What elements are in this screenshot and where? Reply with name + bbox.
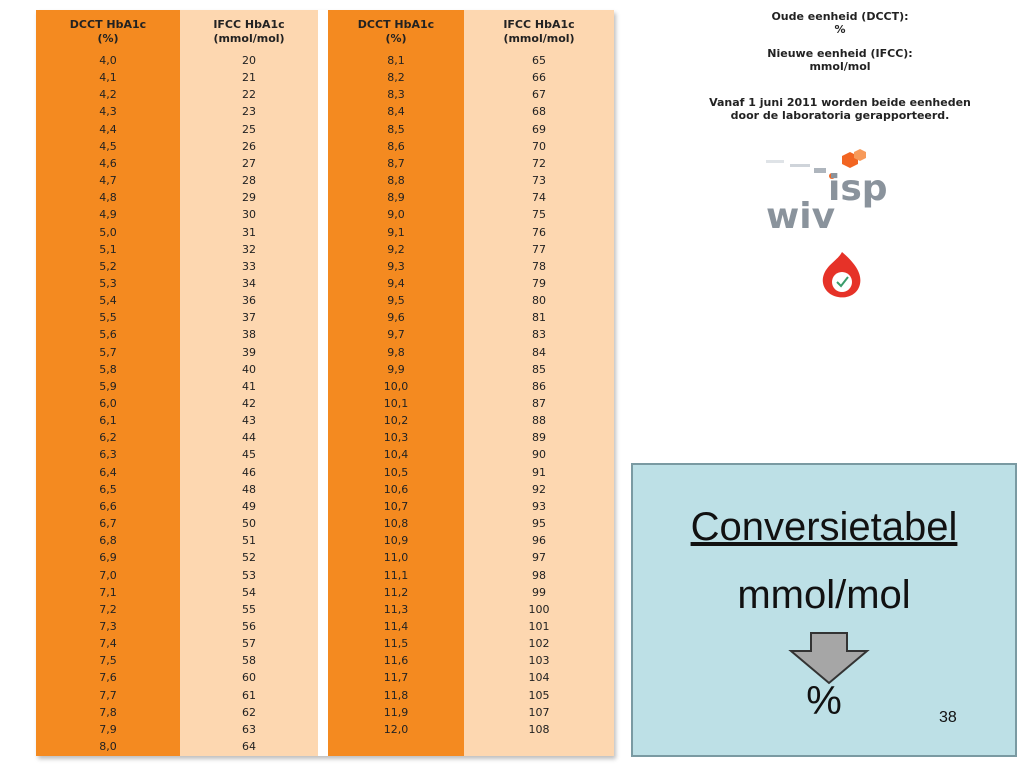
table-cell: 44 (242, 431, 256, 445)
table-cell: 8,8 (387, 174, 405, 188)
table-cell: 46 (242, 465, 256, 479)
ifcc-header-line1: IFCC HbA1c (213, 18, 285, 31)
table-cell: 40 (242, 362, 256, 376)
table-cell: 48 (242, 482, 256, 496)
table-cell: 9,6 (387, 311, 405, 325)
isp-wiv-logo (762, 148, 932, 238)
new-unit-label: Nieuwe eenheid (IFCC): (767, 47, 913, 60)
table-cell: 7,3 (99, 619, 117, 633)
table-cell: 22 (242, 88, 256, 102)
table-cell: 21 (242, 71, 256, 85)
table-cell: 101 (528, 619, 550, 633)
ifcc-column-left (180, 10, 318, 756)
table-block-right (328, 10, 614, 756)
table-cell: 87 (532, 397, 546, 410)
table-cell: 11,5 (383, 637, 409, 651)
table-cell: 9,8 (387, 345, 405, 359)
table-cell: 10,8 (383, 517, 409, 531)
ifcc-header-right (464, 18, 614, 46)
table-cell: 8,9 (387, 191, 405, 205)
table-cell: 33 (242, 259, 256, 273)
table-cell: 50 (242, 517, 256, 531)
table-cell: 8,3 (387, 88, 405, 102)
table-cell: 72 (532, 156, 546, 170)
table-cell: 7,0 (99, 568, 117, 582)
table-cell: 51 (242, 534, 256, 548)
table-cell: 77 (532, 242, 546, 256)
table-cell: 96 (532, 534, 546, 548)
table-cell: 9,1 (387, 225, 405, 239)
table-cell: 11,9 (383, 705, 409, 719)
table-cell: 5,4 (99, 294, 117, 308)
table-cell: 107 (528, 705, 550, 719)
table-cell: 58 (242, 654, 256, 668)
table-cell: 9,9 (387, 362, 405, 376)
ifcc-header-line2: (mmol/mol) (503, 32, 575, 45)
unit-from: mmol/mol (737, 573, 911, 617)
table-cell: 28 (242, 174, 256, 188)
table-cell: 26 (242, 139, 256, 153)
table-cell: 6,3 (99, 448, 117, 462)
table-cell: 63 (242, 722, 256, 736)
table-cell: 6,0 (99, 397, 117, 410)
table-cell: 45 (242, 448, 256, 462)
dcct-header-line2: (%) (97, 32, 119, 45)
table-cell: 4,1 (99, 71, 117, 85)
table-cell: 5,3 (99, 276, 117, 290)
dcct-header-line1: DCCT HbA1c (69, 18, 147, 31)
new-unit-value: mmol/mol (809, 60, 871, 73)
table-cell: 102 (528, 637, 550, 651)
table-cell: 4,2 (99, 88, 117, 102)
table-cell: 69 (532, 122, 546, 136)
table-cell: 95 (532, 517, 546, 531)
table-cell: 6,6 (99, 499, 117, 513)
table-cell: 8,0 (99, 740, 117, 753)
table-cell: 8,5 (387, 122, 405, 136)
table-cell: 74 (532, 191, 546, 205)
table-cell: 8,7 (387, 156, 405, 170)
dcct-header-right (328, 18, 464, 46)
table-cell: 6,2 (99, 431, 117, 445)
table-cell: 8,1 (387, 54, 405, 67)
table-cell: 4,8 (99, 191, 117, 205)
dcct-header-line2: (%) (385, 32, 407, 45)
table-cell: 62 (242, 705, 256, 719)
table-cell: 7,2 (99, 602, 117, 616)
table-gap (318, 10, 328, 756)
table-cell: 5,2 (99, 259, 117, 273)
table-cell: 10,2 (383, 414, 409, 428)
table-cell: 36 (242, 294, 256, 308)
table-cell: 8,4 (387, 105, 405, 119)
table-cell: 70 (532, 139, 546, 153)
table-cell: 67 (532, 88, 546, 102)
table-cell: 65 (532, 54, 546, 67)
table-cell: 4,6 (99, 156, 117, 170)
table-cell: 11,7 (383, 671, 409, 685)
table-cell: 7,5 (99, 654, 117, 668)
new-unit-info (660, 47, 1020, 73)
table-cell: 76 (532, 225, 546, 239)
table-cell: 11,2 (383, 585, 409, 599)
table-cell: 34 (242, 276, 256, 290)
table-cell: 6,8 (99, 534, 117, 548)
table-cell: 9,3 (387, 259, 405, 273)
table-cell: 8,6 (387, 139, 405, 153)
table-cell: 7,7 (99, 688, 117, 702)
table-cell: 86 (532, 379, 546, 393)
dcct-header-left (36, 18, 180, 46)
table-cell: 4,4 (99, 122, 117, 136)
table-cell: 81 (532, 311, 546, 325)
table-cell: 5,0 (99, 225, 117, 239)
table-cell: 100 (528, 602, 550, 616)
table-cell: 61 (242, 688, 256, 702)
table-cell: 29 (242, 191, 256, 205)
table-cell: 6,5 (99, 482, 117, 496)
ifcc-header-left (180, 18, 318, 46)
table-cell: 103 (528, 654, 550, 668)
table-cell: 31 (242, 225, 256, 239)
table-cell: 92 (532, 482, 546, 496)
table-cell: 55 (242, 602, 256, 616)
table-cell: 73 (532, 174, 546, 188)
table-cell: 7,1 (99, 585, 117, 599)
table-cell: 90 (532, 448, 546, 462)
dcct-column-left (36, 10, 180, 756)
table-cell: 12,0 (383, 722, 409, 736)
table-cell: 10,0 (383, 379, 409, 393)
dcct-column-right (328, 10, 464, 756)
logo-text-wiv: wiv (766, 196, 836, 237)
conversion-table (36, 10, 614, 756)
table-cell: 7,4 (99, 637, 117, 651)
table-cell: 10,4 (383, 448, 409, 462)
table-cell: 78 (532, 259, 546, 273)
table-cell: 84 (532, 345, 546, 359)
table-cell: 9,2 (387, 242, 405, 256)
table-cell: 52 (242, 551, 256, 565)
table-cell: 32 (242, 242, 256, 256)
table-cell: 7,6 (99, 671, 117, 685)
table-cell: 5,5 (99, 311, 117, 325)
table-cell: 5,8 (99, 362, 117, 376)
ifcc-column-right (464, 10, 614, 756)
table-cell: 5,7 (99, 345, 117, 359)
table-cell: 66 (532, 71, 546, 85)
table-cell: 88 (532, 414, 546, 428)
table-cell: 6,4 (99, 465, 117, 479)
conversion-title: Conversietabel (690, 505, 958, 549)
table-cell: 11,1 (383, 568, 409, 582)
table-cell: 10,1 (383, 397, 409, 410)
table-cell: 7,9 (99, 722, 117, 736)
table-cell: 104 (528, 671, 550, 685)
table-cell: 79 (532, 276, 546, 290)
table-cell: 98 (532, 568, 546, 582)
table-cell: 4,0 (99, 54, 117, 67)
table-cell: 93 (532, 499, 546, 513)
table-cell: 68 (532, 105, 546, 119)
table-cell: 9,7 (387, 328, 405, 342)
table-cell: 27 (242, 156, 256, 170)
logo-dash-1 (766, 160, 784, 163)
table-cell: 49 (242, 499, 256, 513)
table-cell: 42 (242, 397, 256, 410)
unit-to: % (806, 679, 842, 723)
table-cell: 4,7 (99, 174, 117, 188)
table-cell: 57 (242, 637, 256, 651)
table-cell: 5,9 (99, 379, 117, 393)
table-cell: 10,7 (383, 499, 409, 513)
old-unit-label: Oude eenheid (DCCT): (771, 10, 909, 23)
table-cell: 23 (242, 105, 256, 119)
table-cell: 10,6 (383, 482, 409, 496)
table-cell: 64 (242, 740, 256, 753)
arrow-down-icon (787, 631, 871, 685)
table-cell: 37 (242, 311, 256, 325)
table-cell: 10,5 (383, 465, 409, 479)
table-cell: 7,8 (99, 705, 117, 719)
table-cell: 11,4 (383, 619, 409, 633)
table-cell: 30 (242, 208, 256, 222)
table-cell: 6,9 (99, 551, 117, 565)
table-cell: 91 (532, 465, 546, 479)
logo-text-isp: isp (828, 168, 888, 209)
table-cell: 4,3 (99, 105, 117, 119)
ifcc-header-line1: IFCC HbA1c (503, 18, 575, 31)
report-note-line1: Vanaf 1 juni 2011 worden beide eenheden (709, 96, 971, 109)
table-cell: 53 (242, 568, 256, 582)
report-note-line2: door de laboratoria gerapporteerd. (730, 109, 950, 122)
table-cell: 43 (242, 414, 256, 428)
old-unit-value: % (834, 23, 846, 36)
table-cell: 11,6 (383, 654, 409, 668)
table-cell: 105 (528, 688, 550, 702)
table-cell: 5,1 (99, 242, 117, 256)
table-cell: 11,0 (383, 551, 409, 565)
logo-dash-3 (814, 168, 826, 173)
table-cell: 20 (242, 54, 256, 67)
table-block-left (36, 10, 318, 756)
table-cell: 39 (242, 345, 256, 359)
logo-dash-2 (790, 164, 810, 167)
old-unit-info (660, 10, 1020, 36)
dcct-header-line1: DCCT HbA1c (357, 18, 435, 31)
table-cell: 10,9 (383, 534, 409, 548)
table-cell: 8,2 (387, 71, 405, 85)
conversion-box (631, 463, 1017, 757)
blood-drop-check-icon (816, 250, 866, 300)
table-cell: 25 (242, 122, 256, 136)
table-cell: 9,4 (387, 276, 405, 290)
table-cell: 6,7 (99, 517, 117, 531)
table-cell: 4,5 (99, 139, 117, 153)
table-cell: 9,0 (387, 208, 405, 222)
table-cell: 10,3 (383, 431, 409, 445)
table-cell: 60 (242, 671, 256, 685)
table-cell: 108 (528, 722, 550, 736)
ifcc-header-line2: (mmol/mol) (213, 32, 285, 45)
table-cell: 54 (242, 585, 256, 599)
table-cell: 99 (532, 585, 546, 599)
report-note (660, 96, 1020, 122)
table-cell: 75 (532, 208, 546, 222)
table-cell: 56 (242, 619, 256, 633)
table-cell: 89 (532, 431, 546, 445)
table-cell: 80 (532, 294, 546, 308)
table-cell: 85 (532, 362, 546, 376)
table-cell: 5,6 (99, 328, 117, 342)
table-cell: 6,1 (99, 414, 117, 428)
table-cell: 4,9 (99, 208, 117, 222)
table-cell: 97 (532, 551, 546, 565)
table-cell: 11,3 (383, 602, 409, 616)
table-cell: 41 (242, 379, 256, 393)
slide-number: 38 (939, 709, 957, 726)
table-cell: 11,8 (383, 688, 409, 702)
table-cell: 9,5 (387, 294, 405, 308)
table-cell: 38 (242, 328, 256, 342)
table-cell: 83 (532, 328, 546, 342)
